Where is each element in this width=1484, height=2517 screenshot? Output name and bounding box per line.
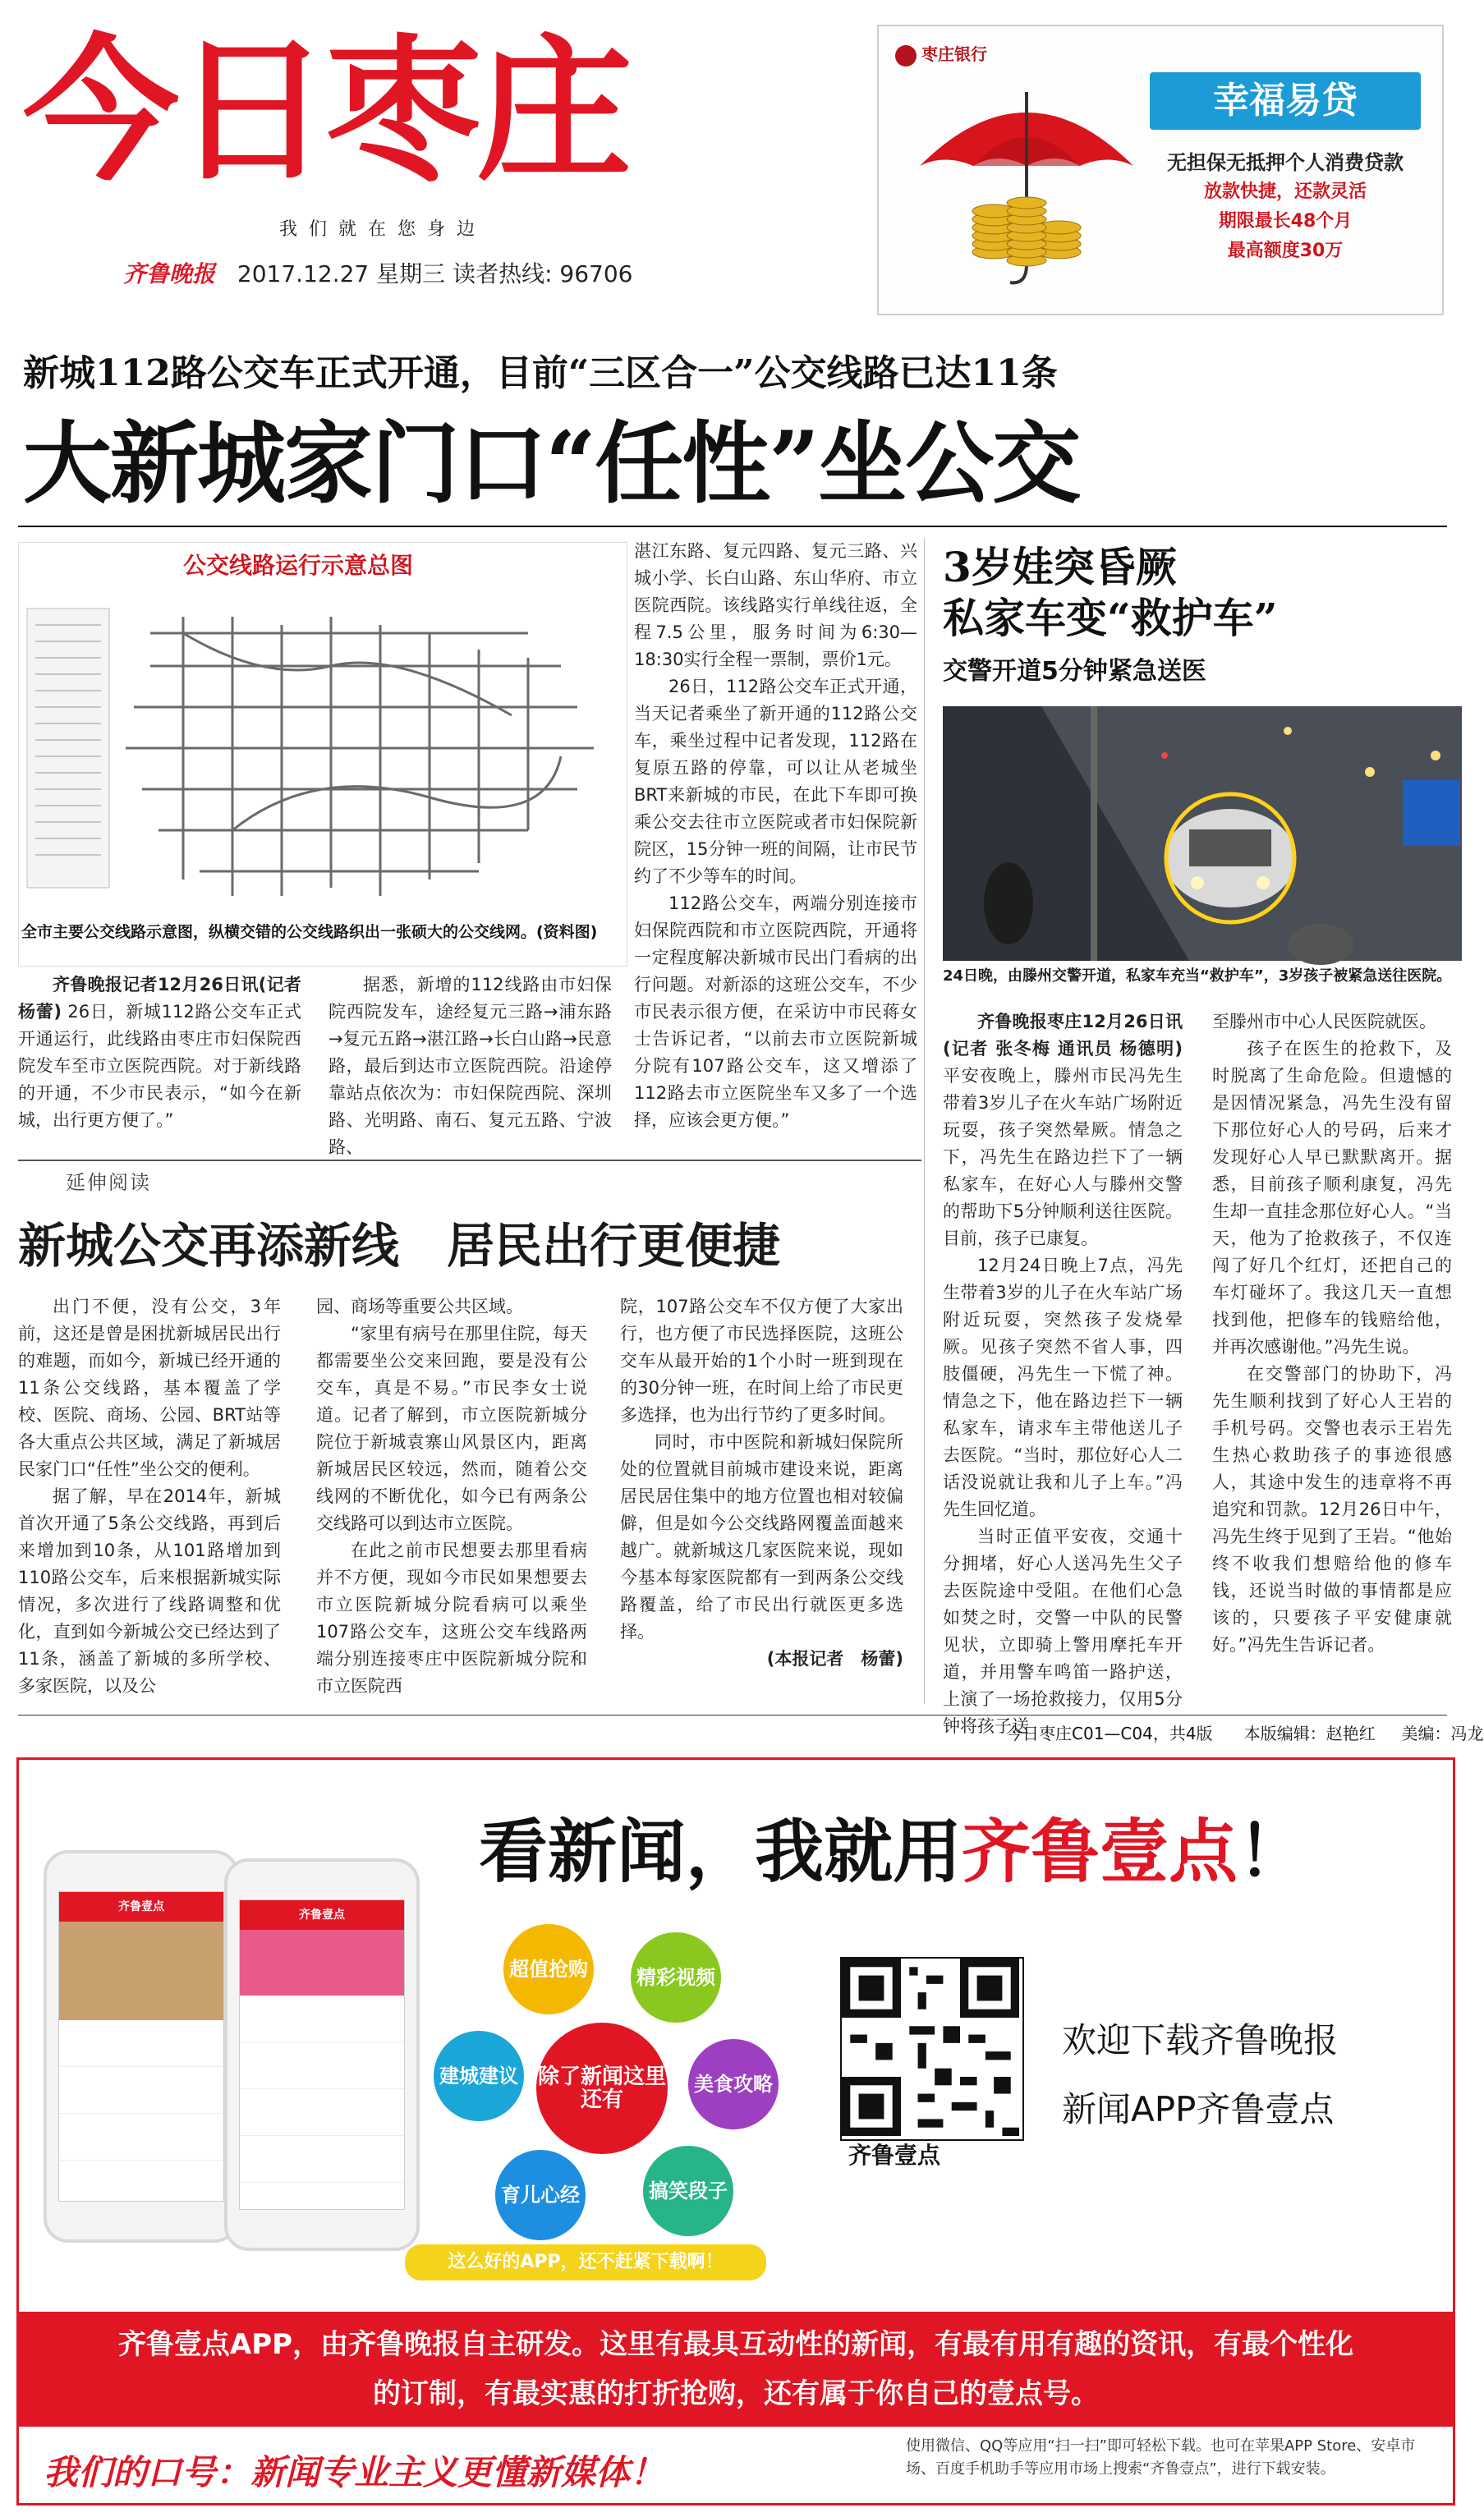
app-motto: 我们的口号：新闻专业主义更懂新媒体！	[44, 2452, 665, 2492]
lead-headline: 大新城家门口“任性”坐公交	[23, 412, 1080, 516]
related-signoff: (本报记者 杨蕾)	[766, 1649, 903, 1669]
bubble-deals: 超值抢购	[503, 1924, 594, 2014]
bus-route-map	[18, 542, 627, 967]
newspaper-brand: 齐鲁晚报	[123, 260, 216, 287]
issue-weekday: 星期三	[376, 260, 446, 287]
side-column-2: 至滕州市中心人民医院就医。 孩子在医生的抢救下，及时脱离了生命危险。但遗憾的是因情况紧急，冯先生没有留下那位好心人的号码，后来才发现好心人早已默默离开。据悉，目前孩子顺利康复，冯先生却一直挂念那位好心人。“当天，他为了抢救孩子，不仅连闯了好几个红灯，还把自己的车灯碰坏了。我这几天一直想找到他，把修车的钱赔给他，并再次感谢他。”冯先生说。 在交警部门的协助下，冯先生顺利找到了好心人王岩的手机号码。交警也表示王岩先生热心救助孩子的事迹很感人，其途中发生的违章将不再追究和罚款。12月26日中午，冯先生终于见到了王岩。“他始终不收我们想赔给他的修车钱，还说当时做的事情都是应该的，只要孩子平安健康就好。”冯先生告诉记者。	[1212, 1012, 1452, 1655]
bubble-suggestions: 建城建议	[434, 2031, 524, 2121]
related-tag: 延伸阅读	[66, 1171, 151, 1194]
lead-column-1: 齐鲁晚报记者12月26日讯(记者 杨蕾) 26日，新城112路公交车正式开通运行，此线路由枣庄市妇保院西院发车至市立医院西院。对于新线路的开通，不少市民表示，“如今在新城，出行更方便了。”	[18, 975, 301, 1130]
dateline	[123, 256, 633, 289]
divider	[18, 526, 1447, 527]
masthead-title: 今日枣庄	[23, 19, 628, 202]
map-title: 公交线路运行示意总图	[183, 552, 414, 579]
side-headline: 3岁娃突昏厥 私家车变“救护车”	[943, 543, 1278, 642]
qr-code-icon[interactable]	[840, 1957, 1024, 2141]
reader-hotline: 读者热线: 96706	[453, 260, 633, 287]
phone-mockup-right: 齐鲁壹点	[224, 1858, 420, 2251]
lead-subhead: 新城112路公交车正式开通，目前“三区合一”公交线路已达11条	[23, 352, 1058, 394]
related-column-3: 院，107路公交车不仅方便了大家出行，也方便了市民选择医院，这班公交车从最开始的1个小时一班到现在的30分钟一班，在时间上给了市民更多选择，也为出行节约了更多时间。 同时，市中医院和新城妇保院所处的位置就目前城市建设来说，距离居民居住集中的地方位置也相对较偏僻，但是如今公交线路网覆盖面越来越广。就新城这几家医院来说，现如今基本每家医院都有一到两条公交线路覆盖，给了市民出行就医更多选择。 (本报记者 杨蕾)	[620, 1293, 903, 1673]
download-invite: 欢迎下载齐鲁晚报 新闻APP齐鲁壹点	[1062, 2020, 1339, 2129]
side-column-1: 齐鲁晚报枣庄12月26日讯(记者 张冬梅 通讯员 杨德明)平安夜晚上，滕州市民冯先生带着3岁儿子在火车站广场附近玩耍，孩子突然晕厥。情急之下，冯先生在路边拦下了一辆私家车，在好心人与滕州交警的帮助下5分钟顺利送往医院。目前，孩子已康复。 12月24日晚上7点，冯先生带着3岁的儿子在火车站广场附近玩耍，突然孩子发烧晕厥。见孩子突然不省人事，四肢僵硬，冯先生一下慌了神。情急之下，他在路边拦下一辆私家车，请求车主带他送儿子去医院。“当时，那位好心人二话没说就让我和儿子上车。”冯先生回忆道。 当时正值平安夜，交通十分拥堵，好心人送冯先生父子去医院途中受阻。在他们心急如焚之时，交警一中队的民警见状，立即骑上警用摩托车开道，并用警车鸣笛一路护送，上演了一场抢救接力，仅用5分钟将孩子送	[943, 1012, 1183, 1736]
bubble-jokes: 搞笑段子	[643, 2146, 733, 2236]
bank-ad	[877, 25, 1444, 315]
masthead-slogan: 我们就在您身边	[279, 219, 487, 240]
section-divider	[18, 1160, 921, 1161]
page-footer: 今日枣庄C01—C04，共4版 本版编辑：赵艳红 美编：冯龙	[1006, 1724, 1484, 1743]
related-headline: 新城公交再添新线 居民出行更便捷	[18, 1218, 781, 1274]
column-rule	[924, 538, 925, 1704]
bubble-video: 精彩视频	[631, 1932, 721, 2023]
lead-column-3: 湛江东路、复元四路、复元三路、兴城小学、长白山路、东山华府、市立医院西院。该线路实行单线往返，全程7.5公里，服务时间为6:30—18:30实行全程一票制，票价1元。 26日，112路公交车正式开通，当天记者乘坐了新开通的112路公交车，乘坐过程中记者发现，112路在复原五路的停靠，可以让从老城坐BRT来新城的市民，在此下车即可换乘公交去往市立医院或者市妇保院新院区，15分钟一班的间隔，让市民节约了不少等车的时间。 112路公交车，两端分别连接市妇保院西院和市立医院西院，开通将一定程度解决新城市民出门看病的出行问题。对新添的这班公交车，不少市民表示很方便，在采访中市民蒋女士告诉记者，“以前去市立医院新城分院有107路公交车，这又增添了112路去市立医院坐车又多了一个选择，应该会更方便。”	[634, 541, 917, 1130]
app-ad-slogan: 看新闻，我就用齐鲁壹点！	[479, 1811, 1307, 1892]
umbrella-coins-icon	[903, 76, 1150, 297]
photo-caption: 24日晚，由滕州交警开道，私家车充当“救护车”，3岁孩子被紧急送往医院。	[943, 967, 1452, 985]
footer-rule	[18, 1715, 1447, 1716]
related-column-1: 出门不便，没有公交，3年前，这还是曾是困扰新城居民出行的难题，而如今，新城已经开通的11条公交线路，基本覆盖了学校、医院、商场、公园、BRT站等各大重点公共区域，满足了新城居民家门口“任性”坐公交的便利。 据了解，早在2014年，新城首次开通了5条公交线路，再到后来增加到10条，从101路增加到110路公交车，后来根据新城实际情况，多次进行了线路调整和优化，直到如今新城公交已经达到了11条，涵盖了新城的多所学校、多家医院，以及公	[18, 1297, 281, 1696]
bubble-center: 除了新闻这里还有	[536, 2023, 668, 2154]
bubble-parenting: 育儿心经	[495, 2150, 586, 2240]
map-caption: 全市主要公交线路示意图，纵横交错的公交线路织出一张硕大的公交线网。(资料图)	[21, 923, 598, 941]
bank-name: 枣庄银行	[895, 41, 987, 67]
phone-mockup-left: 齐鲁壹点	[44, 1850, 239, 2243]
traffic-night-photo	[943, 706, 1462, 961]
qr-brand-label: 齐鲁壹点	[848, 2142, 941, 2169]
issue-date: 2017.12.27	[237, 260, 370, 287]
install-note: 使用微信、QQ等应用“扫一扫”即可轻松下载。也可在苹果APP Store、安卓市场、百度手机助手等应用市场上搜索“齐鲁壹点”，进行下载安装。	[906, 2437, 1416, 2478]
route-network-graphic	[19, 584, 627, 912]
lead-byline: 齐鲁晚报记者12月26日讯(记者 杨蕾)	[18, 975, 301, 1022]
loan-details: 无担保无抵押个人消费贷款 放款快捷，还款灵活 期限最长48个月 最高额度30万	[1167, 151, 1404, 261]
related-column-2: 园、商场等重要公共区域。 “家里有病号在那里住院，每天都需要坐公交来回跑，要是没有公交车，真是不易。”市民李女士说道。记者了解到，市立医院新城分院位于新城袁寨山风景区内，距离新城居民区较远，然而，随着公交线网的不断优化，如今已有两条公交线路可以到达市立医院。 在此之前市民想要去那里看病并不方便，现如今市民如果想要去市立医院新城分院看病可以乘坐107路公交车，这班公交车线路两端分别连接枣庄中医院新城分院和市立医院西	[316, 1297, 587, 1696]
bank-logo-icon	[895, 45, 917, 67]
app-ad	[16, 1757, 1455, 2506]
side-subhead: 交警开道5分钟紧急送医	[943, 657, 1206, 686]
lead-column-2: 据悉，新增的112线路由市妇保院西院发车，途经复元三路→浦东路→复元五路→湛江路→长白山路→民意路，最后到达市立医院西院。沿途停靠站点依次为：市妇保院西院、深圳路、光明路、南石、复元五路、宁波路、	[329, 975, 612, 1157]
loan-product-name: 幸福易贷	[1150, 72, 1421, 130]
download-prompt: 这么好的APP，还不赶紧下载啊！	[405, 2244, 766, 2280]
side-byline: 齐鲁晚报枣庄12月26日讯(记者 张冬梅 通讯员 杨德明)	[943, 1012, 1183, 1059]
app-description-band: 齐鲁壹点APP，由齐鲁晚报自主研发。这里有最具互动性的新闻，有最有用有趣的资讯，有最个性化 的订制，有最实惠的打折抢购，还有属于你自己的壹点号。	[19, 2312, 1453, 2427]
bubble-food: 美食攻略	[688, 2039, 779, 2129]
